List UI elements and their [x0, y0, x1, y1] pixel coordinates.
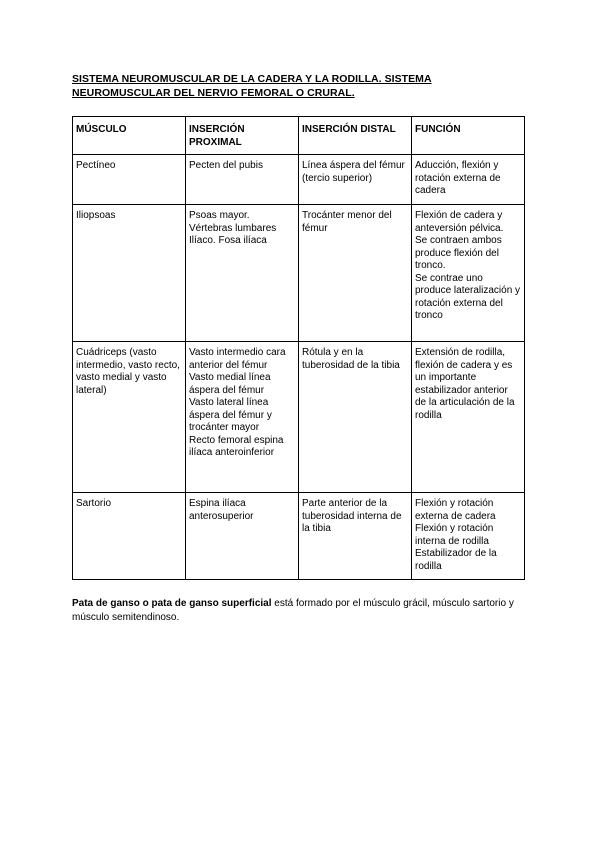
- cell-muscle: Pectíneo: [73, 155, 186, 205]
- cell-distal: Línea áspera del fémur (tercio superior): [299, 155, 412, 205]
- header-function: FUNCIÓN: [412, 117, 525, 155]
- table-row: [73, 342, 525, 493]
- footnote-bold-term: Pata de ganso o pata de ganso superficial: [72, 598, 272, 609]
- cell-function: Flexión y rotación externa de cadera Flexión y rotación interna de rodilla Estabilizador de la rodilla: [412, 493, 525, 580]
- footnote-text: está formado por el músculo grácil, músculo sartorio y músculo semitendinoso.: [72, 598, 514, 623]
- cell-function: Extensión de rodilla, flexión de cadera y es un importante estabilizador anterior de la articulación de la rodilla: [412, 342, 525, 493]
- cell-proximal: Espina ilíaca anterosuperior: [186, 493, 299, 580]
- cell-muscle: Sartorio: [73, 493, 186, 580]
- header-muscle: MÚSCULO: [73, 117, 186, 155]
- header-distal: INSERCIÓN DISTAL: [299, 117, 412, 155]
- cell-distal: Parte anterior de la tuberosidad interna de la tibia: [299, 493, 412, 580]
- table-row: [73, 493, 525, 580]
- table-row: [73, 205, 525, 342]
- cell-function: Flexión de cadera y anteversión pélvica. Se contraen ambos produce flexión del tronco. Se contrae uno produce lateralización y rotación externa del tronco: [412, 205, 525, 342]
- cell-muscle: Iliopsoas: [73, 205, 186, 342]
- document-title: SISTEMA NEUROMUSCULAR DE LA CADERA Y LA RODILLA. SISTEMA NEUROMUSCULAR DEL NERVIO FEMORAL O CRURAL.: [72, 73, 432, 99]
- cell-proximal: Vasto intermedio cara anterior del fémur Vasto medial línea áspera del fémur Vasto lateral línea áspera del fémur y trocánter mayor Recto femoral espina ilíaca anteroinferior: [186, 342, 299, 493]
- cell-distal: Trocánter menor del fémur: [299, 205, 412, 342]
- header-proximal: INSERCIÓN PROXIMAL: [186, 117, 299, 155]
- cell-proximal: Psoas mayor. Vértebras lumbares Ilíaco. Fosa ilíaca: [186, 205, 299, 342]
- footnote-paragraph: [72, 597, 532, 625]
- table-row: [73, 155, 525, 205]
- muscle-table: [72, 116, 525, 580]
- cell-function: Aducción, flexión y rotación externa de cadera: [412, 155, 525, 205]
- cell-distal: Rótula y en la tuberosidad de la tibia: [299, 342, 412, 493]
- cell-proximal: Pecten del pubis: [186, 155, 299, 205]
- cell-muscle: Cuádriceps (vasto intermedio, vasto recto, vasto medial y vasto lateral): [73, 342, 186, 493]
- table-header-row: [73, 117, 525, 155]
